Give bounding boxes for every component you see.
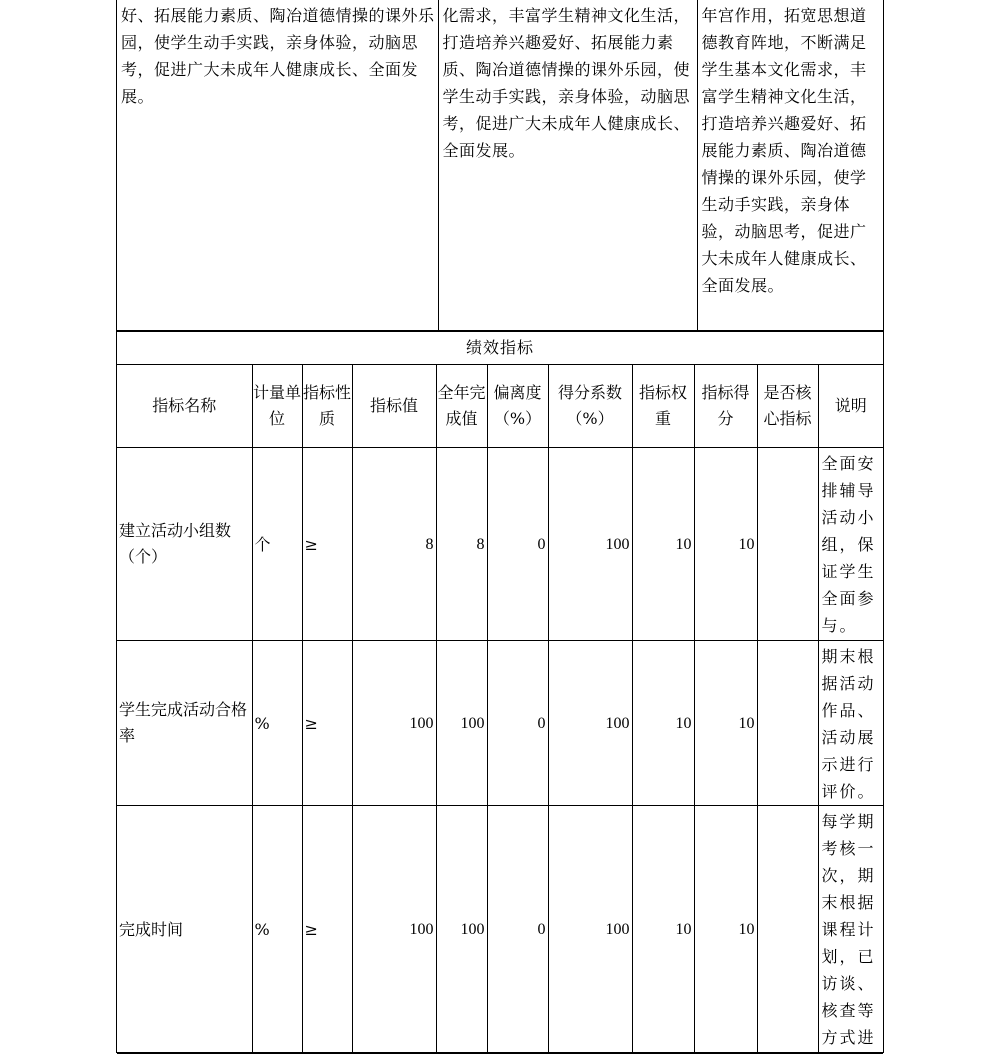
indicator-unit: %	[252, 806, 302, 1054]
header-score: 指标得分	[694, 365, 757, 448]
header-deviation: 偏离度（%）	[487, 365, 548, 448]
header-row	[117, 365, 883, 448]
indicator-actual: 100	[436, 641, 487, 806]
indicator-target: 100	[352, 806, 436, 1054]
performance-table-sheet	[116, 0, 884, 1053]
indicator-actual: 8	[436, 448, 487, 641]
section-title-row	[117, 332, 883, 365]
indicator-name: 学生完成活动合格率	[117, 641, 252, 806]
table-row	[117, 641, 883, 806]
header-weight: 指标权重	[632, 365, 694, 448]
indicator-weight: 10	[632, 448, 694, 641]
objective-text-col2: 化需求，丰富学生精神文化生活，打造培养兴趣爱好、拓展能力素质、陶冶道德情操的课外乐园，使学生动手实践，亲身体验，动脑思考，促进广大未成年人健康成长、全面发展。	[438, 0, 697, 331]
indicator-weight: 10	[632, 806, 694, 1054]
table-row	[117, 448, 883, 641]
header-unit: 计量单位	[252, 365, 302, 448]
indicator-unit: 个	[252, 448, 302, 641]
indicator-note: 每学期考核一次，期末根据课程计划，已访谈、核查等方式进	[818, 806, 883, 1054]
section-title: 绩效指标	[117, 332, 883, 365]
indicator-weight: 10	[632, 641, 694, 806]
indicator-core	[757, 448, 818, 641]
indicator-unit: %	[252, 641, 302, 806]
indicator-note: 期末根据活动作品、活动展示进行评价。	[818, 641, 883, 806]
indicator-target: 8	[352, 448, 436, 641]
performance-indicators-table	[117, 331, 883, 1054]
indicator-name: 完成时间	[117, 806, 252, 1054]
indicator-deviation: 0	[487, 448, 548, 641]
indicator-name: 建立活动小组数（个）	[117, 448, 252, 641]
header-note: 说明	[818, 365, 883, 448]
header-name: 指标名称	[117, 365, 252, 448]
table-row	[117, 806, 883, 1054]
indicator-coefficient: 100	[548, 806, 632, 1054]
indicator-nature: ≥	[302, 806, 352, 1054]
indicator-score: 10	[694, 448, 757, 641]
indicator-nature: ≥	[302, 448, 352, 641]
indicator-deviation: 0	[487, 641, 548, 806]
objective-text-col1: 好、拓展能力素质、陶冶道德情操的课外乐园，使学生动手实践，亲身体验，动脑思考，促进广大未成年人健康成长、全面发展。	[117, 0, 438, 331]
indicator-score: 10	[694, 806, 757, 1054]
indicator-coefficient: 100	[548, 641, 632, 806]
indicator-core	[757, 641, 818, 806]
header-coefficient: 得分系数（%）	[548, 365, 632, 448]
objective-text-table	[117, 0, 883, 331]
indicator-note: 全面安排辅导活动小组，保证学生全面参与。	[818, 448, 883, 641]
indicator-score: 10	[694, 641, 757, 806]
header-core: 是否核心指标	[757, 365, 818, 448]
indicator-actual: 100	[436, 806, 487, 1054]
indicator-nature: ≥	[302, 641, 352, 806]
header-target: 指标值	[352, 365, 436, 448]
indicator-coefficient: 100	[548, 448, 632, 641]
header-actual: 全年完成值	[436, 365, 487, 448]
header-nature: 指标性质	[302, 365, 352, 448]
indicator-core	[757, 806, 818, 1054]
objective-text-col3: 年宫作用，拓宽思想道德教育阵地，不断满足学生基本文化需求，丰富学生精神文化生活，打造培养兴趣爱好、拓展能力素质、陶冶道德情操的课外乐园，使学生动手实践，亲身体验，动脑思考，促进广大未成年人健康成长、全面发展。	[697, 0, 883, 331]
objective-text-row	[117, 0, 883, 331]
indicator-target: 100	[352, 641, 436, 806]
indicator-deviation: 0	[487, 806, 548, 1054]
